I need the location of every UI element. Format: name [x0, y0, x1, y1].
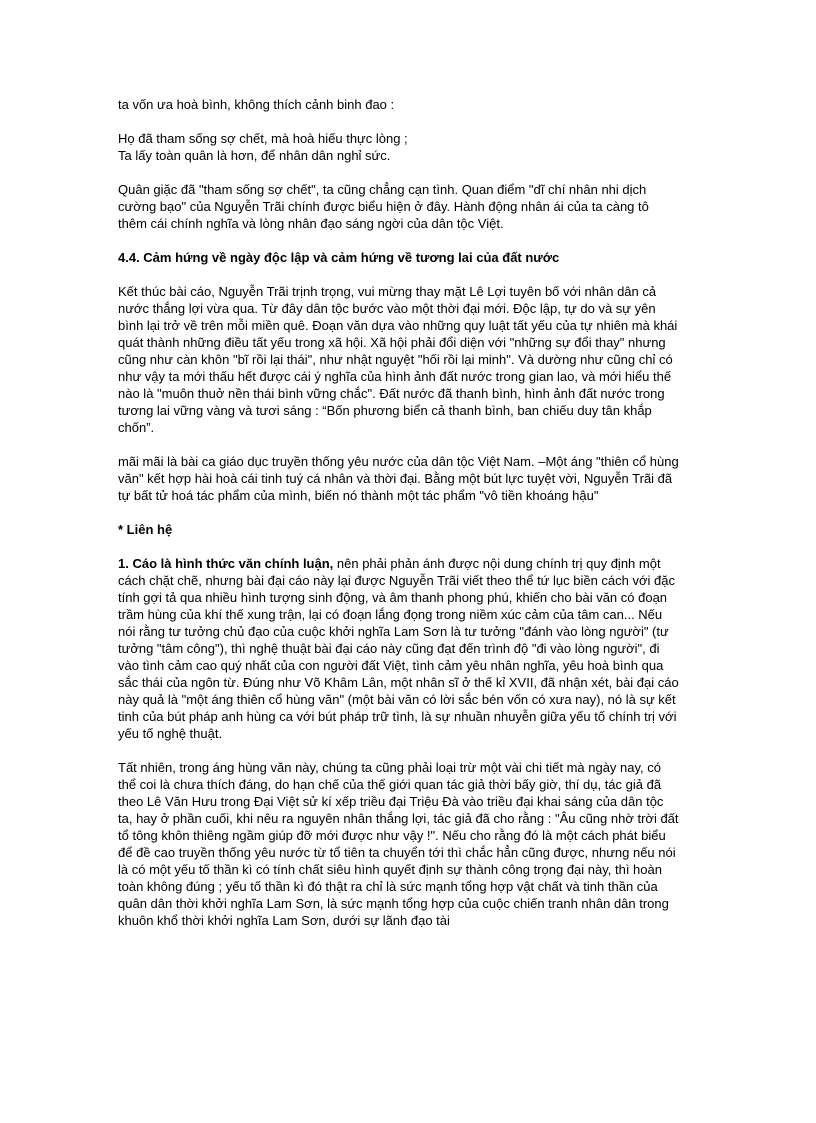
verse-line-2: Ta lấy toàn quân là hơn, để nhân dân nghỉ sức.: [118, 148, 391, 163]
paragraph-intro: ta vốn ưa hoà bình, không thích cảnh binh đao :: [118, 97, 395, 112]
section-heading-lien-he: * Liên hệ: [118, 522, 173, 537]
verse-line-1: Họ đã tham sống sợ chết, mà hoà hiếu thực lòng ;: [118, 131, 408, 146]
paragraph-limitations: Tất nhiên, trong áng hùng văn này, chúng ta cũng phải loại trừ một vài chi tiết mà ngày nay, có thể coi là chưa thích đáng, do hạn chế của thế giới quan tác giả thời bấy giờ, thí dụ, tác giả đã theo Lê Văn Hưu trong Đại Việt sử kí xếp triều đại Triệu Đà vào triều đại khai sáng của dân tộc ta, hay ở phần cuối, khi nêu ra nguyên nhân thắng lợi, tác giả đã cho rằng : "Âu cũng nhờ trời đất tổ tông khôn thiêng ngầm giúp đỡ mới được như vậy !". Nếu cho rằng đó là một cách phát biểu để đề cao truyền thống yêu nước từ tổ tiên ta chuyển tới thì chắc hẳn cũng được, nhưng nếu nói là có một yếu tố thần kì có tính chất siêu hình quyết định sự thành công trọng đại này, thì hoàn toàn không đúng ; yếu tố thần kì đó thật ra chỉ là sức mạnh tổng hợp vật chất và tinh thần của quân dân thời khởi nghĩa Lam Sơn, là sức mạnh tổng hợp của cuộc chiến tranh nhân dân trong khuôn khổ thời khởi nghĩa Lam Sơn, dưới sự lãnh đạo tài: [118, 760, 679, 928]
paragraph-legacy: mãi mãi là bài ca giáo dục truyền thống yêu nước của dân tộc Việt Nam. –Một áng "thiên cổ hùng văn" kết hợp hài hoà cái tinh tuý cá nhân và thời đại. Bằng một bút lực tuyệt vời, Nguyễn Trãi đã tự bất tử hoá tác phẩm của mình, biến nó thành một tác phẩm "vô tiền khoáng hậu": [118, 454, 679, 503]
paragraph-enemy: Quân giặc đã "tham sống sợ chết", ta cũng chẳng cạn tình. Quan điểm "dĩ chí nhân nhi dịch cường bạo" của Nguyễn Trãi chính được biểu hiện ở đây. Hành động nhân ái của ta càng tô thêm cái chính nghĩa và lòng nhân đạo sáng ngời của dân tộc Việt.: [118, 182, 649, 231]
paragraph-genre-lead: 1. Cáo là hình thức văn chính luận,: [118, 556, 334, 571]
paragraph-genre: [118, 555, 680, 742]
paragraph-genre-body: nên phải phản ánh được nội dung chính trị quy định một cách chặt chẽ, nhưng bài đại cáo này lại được Nguyễn Trãi viết theo thể tứ lục biền cách với đặc tính gợi tả qua nhiều hình tượng sinh động, và âm thanh phong phú, khiến cho bài văn có đoạn trầm hùng của khí thế xung trận, lại có đoạn lắng đọng trong niềm xúc cảm của tâm can... Nếu nói rằng tư tưởng chủ đạo của cuộc khởi nghĩa Lam Sơn là tư tưởng "đánh vào lòng người" (tư tưởng "tâm công"), thì nghệ thuật bài đại cáo này cũng đạt đến trình độ "đi vào lòng người", đi vào tình cảm cao quý nhất của con người đất Việt, tình cảm yêu nhân nghĩa, yêu hoà bình qua sắc thái của ngôn từ. Đúng như Võ Khâm Lân, một nhân sĩ ở thế kỉ XVII, đã nhận xét, bài đại cáo này quả là "một áng thiên cổ hùng văn" (một bài văn có lời sắc bén vốn có xưa nay), nó là sự kết tinh của bút pháp anh hùng ca với bút pháp trữ tình, là sự nhuần nhuyễn giữa yếu tố chính trị với yếu tố nghệ thuật.: [118, 556, 679, 741]
paragraph-conclusion: Kết thúc bài cáo, Nguyễn Trãi trịnh trọng, vui mừng thay mặt Lê Lợi tuyên bố với nhân dân cả nước thắng lợi vừa qua. Từ đây dân tộc bước vào một thời đại mới. Độc lập, tự do và sự yên bình lại trở về trên mỗi miền quê. Đoạn văn dựa vào những quy luật tất yếu của tự nhiên mà khái quát thành những điều tất yếu trong xã hội. Xã hội phải đổi diện với "những sự đổi thay" nhưng cũng như càn khôn "bĩ rồi lại thái", như nhật nguyệt "hối rồi lại minh". Và dường như cũng chỉ có như vậy ta mới thấu hết được cái ý nghĩa của hình ảnh đất nước trong gian lao, và mới hiểu thế nào là "muôn thuở nền thái bình vững chắc". Đất nước đã thanh bình, hình ảnh đất nước trong tương lai vững vàng và tươi sáng : “Bốn phương biển cả thanh bình, ban chiếu duy tân khắp chốn”.: [118, 284, 678, 435]
section-heading-4-4: 4.4. Cảm hứng về ngày độc lập và cảm hứng về tương lai của đất nước: [118, 250, 560, 265]
verse-quote: [118, 130, 680, 164]
